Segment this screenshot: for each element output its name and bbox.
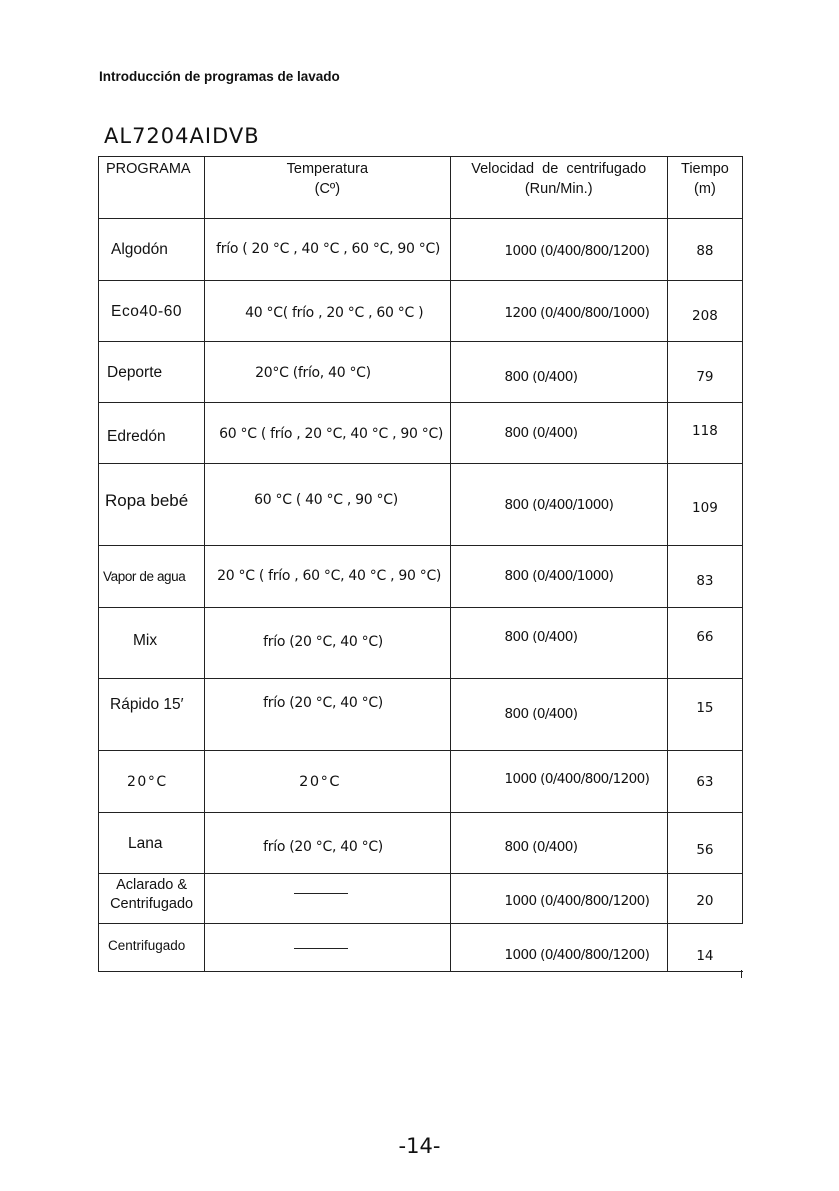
- header-velocidad-unit: (Run/Min.): [524, 181, 593, 197]
- header-tiempo-label: Tiempo: [681, 161, 729, 177]
- table-header-row: [99, 157, 743, 219]
- cell-programa: [99, 813, 205, 874]
- temperatura-value: 20°C (frío, 40 °C): [255, 365, 371, 381]
- table-row: [99, 813, 743, 874]
- cell-programa: [99, 608, 205, 679]
- programa-name: Algodón: [111, 241, 168, 258]
- cell-tiempo: [667, 924, 742, 972]
- table-row: [99, 342, 743, 403]
- cell-programa: [99, 679, 205, 751]
- cell-programa: [99, 281, 205, 342]
- velocidad-value: 1200 (0/400/800/1000): [504, 305, 650, 321]
- cell-programa: [99, 342, 205, 403]
- cell-tiempo: [667, 464, 742, 546]
- cell-temperatura: [205, 219, 450, 281]
- programa-name: Eco40-60: [111, 303, 183, 320]
- cell-velocidad: [450, 403, 667, 464]
- cell-tiempo: [667, 546, 742, 608]
- programa-name-line1: Aclarado &: [116, 877, 188, 893]
- tiempo-value: 20: [696, 893, 714, 909]
- header-programa: [99, 157, 205, 219]
- tiempo-value: 63: [696, 774, 714, 790]
- page-number: -14-: [398, 1134, 441, 1158]
- velocidad-value: 800 (0/400): [504, 706, 578, 722]
- cell-temperatura: [205, 813, 450, 874]
- cell-temperatura: [205, 403, 450, 464]
- model-title: AL7204AIDVB: [104, 124, 260, 148]
- programa-name: Centrifugado: [108, 938, 186, 953]
- cell-velocidad: [450, 464, 667, 546]
- cell-velocidad: [450, 608, 667, 679]
- programa-name: Deporte: [107, 364, 163, 381]
- temperatura-value: 40 °C( frío , 20 °C , 60 °C ): [245, 305, 424, 321]
- programa-name: Mix: [133, 632, 158, 649]
- cell-temperatura: [205, 546, 450, 608]
- table-row: [99, 924, 743, 972]
- velocidad-value: 1000 (0/400/800/1200): [504, 947, 650, 963]
- table-row: [99, 546, 743, 608]
- cell-programa: [99, 403, 205, 464]
- velocidad-value: 800 (0/400): [504, 839, 578, 855]
- cell-temperatura: [205, 751, 450, 813]
- velocidad-value: 800 (0/400): [504, 629, 578, 645]
- header-temperatura: [205, 157, 450, 219]
- tiempo-value: 66: [696, 629, 714, 645]
- cell-temperatura: [205, 342, 450, 403]
- velocidad-value: 1000 (0/400/800/1200): [504, 893, 650, 909]
- header-tiempo-unit: (m): [694, 181, 716, 197]
- cell-tiempo: [667, 874, 742, 924]
- programs-table: [98, 156, 743, 972]
- section-heading: Introducción de programas de lavado: [99, 69, 340, 84]
- tiempo-value: 15: [696, 700, 714, 716]
- temperatura-value: 20 °C ( frío , 60 °C, 40 °C , 90 °C): [217, 568, 442, 584]
- temperatura-value: frío (20 °C, 40 °C): [263, 839, 383, 855]
- cell-velocidad: [450, 874, 667, 924]
- cell-velocidad: [450, 219, 667, 281]
- velocidad-value: 800 (0/400/1000): [504, 568, 614, 584]
- cell-velocidad: [450, 342, 667, 403]
- tiempo-value: 83: [696, 573, 714, 589]
- header-temperatura-label: Temperatura: [286, 161, 369, 177]
- temperatura-value: 60 °C ( frío , 20 °C, 40 °C , 90 °C): [219, 426, 444, 442]
- header-velocidad: [450, 157, 667, 219]
- programa-name-line2: Centrifugado: [110, 896, 194, 912]
- tiempo-value: 118: [692, 423, 718, 439]
- table-row: [99, 403, 743, 464]
- cell-temperatura: [205, 924, 450, 972]
- cell-temperatura: [205, 464, 450, 546]
- cell-programa: [99, 546, 205, 608]
- velocidad-value: 1000 (0/400/800/1200): [504, 771, 650, 787]
- cell-temperatura: [205, 281, 450, 342]
- programa-name: Rápido 15′: [110, 696, 184, 713]
- cell-tiempo: [667, 608, 742, 679]
- tiempo-value: 14: [696, 948, 714, 964]
- cell-programa: [99, 924, 205, 972]
- tiempo-value: 56: [696, 842, 714, 858]
- temperatura-value: 60 °C ( 40 °C , 90 °C): [254, 492, 398, 508]
- cell-tiempo: [667, 281, 742, 342]
- header-velocidad-label: Velocidad de centrifugado: [471, 161, 647, 177]
- cell-programa: [99, 874, 205, 924]
- cell-temperatura: [205, 679, 450, 751]
- table-edge-line: [741, 970, 742, 978]
- velocidad-value: 800 (0/400/1000): [504, 497, 614, 513]
- header-tiempo: [667, 157, 742, 219]
- programa-name: [99, 876, 204, 914]
- cell-temperatura: [205, 874, 450, 924]
- header-programa-label: PROGRAMA: [106, 161, 191, 177]
- cell-velocidad: [450, 679, 667, 751]
- not-applicable-dash: [294, 893, 348, 894]
- cell-temperatura: [205, 608, 450, 679]
- programa-name: Lana: [128, 835, 163, 852]
- cell-velocidad: [450, 751, 667, 813]
- table-row: [99, 219, 743, 281]
- cell-tiempo: [667, 342, 742, 403]
- tiempo-value: 88: [696, 243, 714, 259]
- table-row: [99, 874, 743, 924]
- table-row: [99, 751, 743, 813]
- temperatura-value: frío (20 °C, 40 °C): [263, 634, 383, 650]
- programa-name: Ropa bebé: [105, 491, 189, 510]
- temperatura-value: frío ( 20 °C , 40 °C , 60 °C, 90 °C): [216, 241, 441, 257]
- tiempo-value: 109: [692, 500, 718, 516]
- programa-name: 20°C: [127, 774, 168, 790]
- cell-tiempo: [667, 219, 742, 281]
- tiempo-value: 208: [692, 308, 718, 324]
- header-temperatura-unit: (Cº): [314, 181, 341, 197]
- table-row: [99, 679, 743, 751]
- table-row: [99, 281, 743, 342]
- cell-programa: [99, 219, 205, 281]
- cell-velocidad: [450, 281, 667, 342]
- cell-tiempo: [667, 403, 742, 464]
- cell-tiempo: [667, 679, 742, 751]
- programa-name: Vapor de agua: [103, 569, 186, 584]
- temperatura-value: frío (20 °C, 40 °C): [263, 695, 383, 711]
- cell-velocidad: [450, 546, 667, 608]
- cell-velocidad: [450, 813, 667, 874]
- velocidad-value: 800 (0/400): [504, 369, 578, 385]
- not-applicable-dash: [294, 948, 348, 949]
- cell-tiempo: [667, 751, 742, 813]
- table-row: [99, 464, 743, 546]
- programa-name: Edredón: [107, 428, 166, 445]
- cell-programa: [99, 464, 205, 546]
- cell-programa: [99, 751, 205, 813]
- temperatura-value: 20°C: [299, 774, 341, 790]
- cell-velocidad: [450, 924, 667, 972]
- cell-tiempo: [667, 813, 742, 874]
- table-row: [99, 608, 743, 679]
- tiempo-value: 79: [696, 369, 714, 385]
- velocidad-value: 800 (0/400): [504, 425, 578, 441]
- velocidad-value: 1000 (0/400/800/1200): [504, 243, 650, 259]
